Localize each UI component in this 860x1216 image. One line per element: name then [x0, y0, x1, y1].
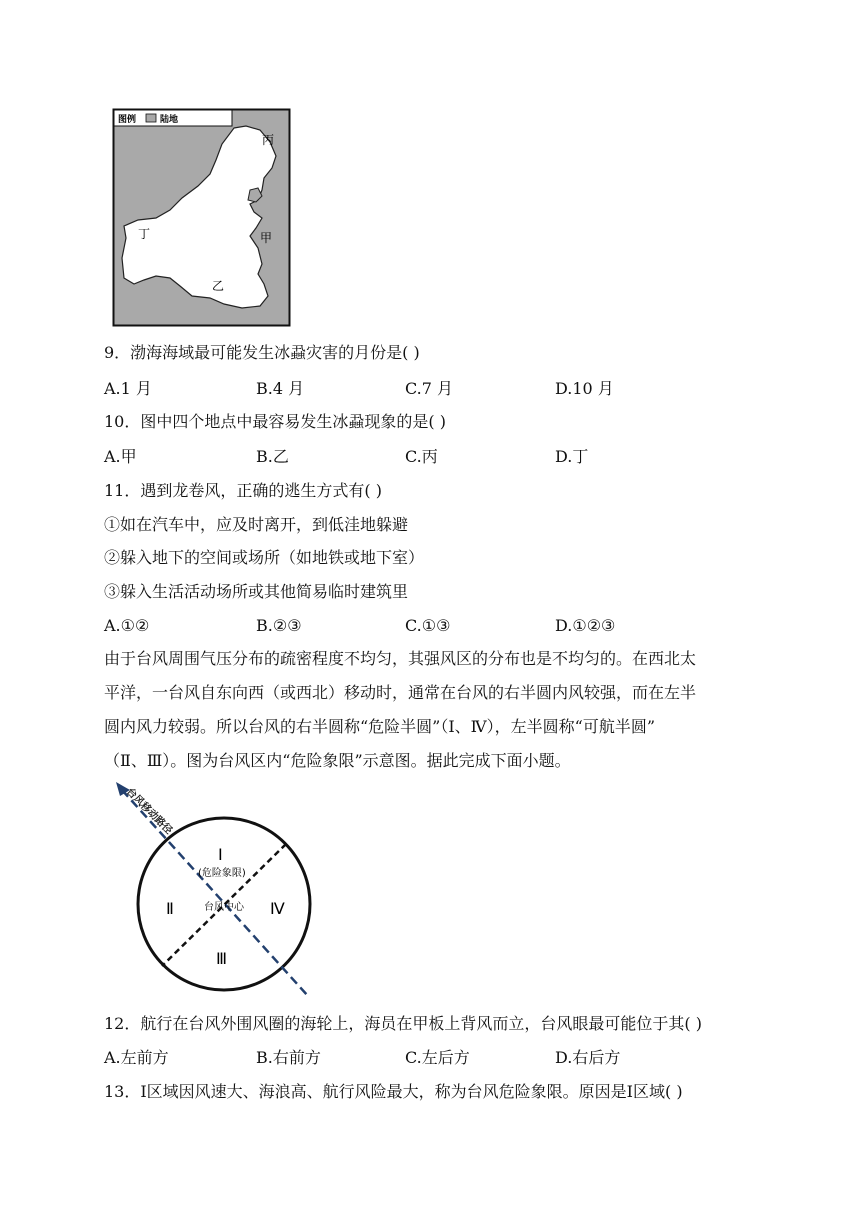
q11-option-a[interactable]: A.①②	[104, 616, 150, 635]
q9-option-c[interactable]: C.7 月	[405, 379, 454, 398]
place-jia: 甲	[260, 231, 273, 245]
passage-line-4: （Ⅱ、Ⅲ）。图为台风区内“危险象限”示意图。据此完成下面小题。	[104, 751, 571, 770]
legend-land-swatch	[146, 114, 156, 122]
q11-option-b[interactable]: B.②③	[256, 616, 302, 635]
q12-option-d[interactable]: D.右后方	[555, 1048, 621, 1067]
q11-stem: 11．遇到龙卷风，正确的逃生方式有( )	[104, 481, 382, 500]
passage-line-3: 圆内风力较弱。所以台风的右半圆称“危险半圆”（Ⅰ、Ⅳ），左半圆称“可航半圆”	[104, 717, 656, 736]
q10-option-d[interactable]: D.丁	[555, 447, 589, 466]
quadrant-1-note: (危险象限)	[198, 868, 246, 879]
q10-option-a[interactable]: A.甲	[104, 447, 137, 466]
legend-item: 陆地	[160, 115, 179, 125]
q11-item-1: ①如在汽车中，应及时离开，到低洼地躲避	[104, 515, 409, 534]
q9-option-b[interactable]: B.4 月	[256, 379, 305, 398]
q9-stem: 9．渤海海域最可能发生冰蝨灾害的月份是( )	[104, 343, 420, 362]
movement-path-line	[122, 790, 308, 996]
passage-line-1: 由于台风周围气压分布的疏密程度不均匀，其强风区的分布也是不均匀的。在西北太	[104, 649, 697, 668]
legend-label: 图例	[118, 115, 137, 125]
quadrant-2-label: Ⅱ	[166, 899, 174, 918]
q11-item-2: ②躲入地下的空间或场所（如地铁或地下室）	[104, 548, 425, 567]
q11-option-d[interactable]: D.①②③	[555, 616, 616, 635]
passage	[104, 642, 764, 778]
q11-option-c[interactable]: C.①③	[405, 616, 451, 635]
place-bing: 丙	[262, 133, 275, 147]
passage-line-2: 平洋，一台风自东向西（或西北）移动时，通常在台风的右半圆内风较强，而在左半	[104, 683, 697, 702]
typhoon-quadrant-diagram	[108, 780, 328, 1000]
q12-option-b[interactable]: B.右前方	[256, 1048, 321, 1067]
q11-item-3: ③躲入生活活动场所或其他简易临时建筑里	[104, 582, 409, 601]
q12-stem: 12．航行在台风外围风圈的海轮上，海员在甲板上背风而立，台风眼最可能位于其( )	[104, 1014, 702, 1033]
q12-option-c[interactable]: C.左后方	[405, 1048, 470, 1067]
q9-option-d[interactable]: D.10 月	[555, 379, 614, 398]
q10-stem: 10．图中四个地点中最容易发生冰蝨现象的是( )	[104, 412, 446, 431]
q13-stem: 13．Ⅰ区域因风速大、海浪高、航行风险最大，称为台风危险象限。原因是Ⅰ区域( )	[104, 1082, 683, 1101]
place-yi: 乙	[212, 279, 225, 293]
bohai-map	[112, 108, 292, 328]
quadrant-4-label: Ⅳ	[270, 899, 285, 918]
quadrant-1-label: Ⅰ	[218, 845, 223, 864]
q10-option-b[interactable]: B.乙	[256, 447, 289, 466]
path-label: 台风移动路径	[123, 786, 175, 837]
q9-option-a[interactable]: A.1 月	[104, 379, 152, 398]
q10-option-c[interactable]: C.丙	[405, 447, 438, 466]
quadrant-3-label: Ⅲ	[216, 949, 228, 968]
q12-option-a[interactable]: A.左前方	[104, 1048, 169, 1067]
place-ding: 丁	[138, 227, 151, 241]
typhoon-center-label: 台风中心	[204, 902, 244, 913]
